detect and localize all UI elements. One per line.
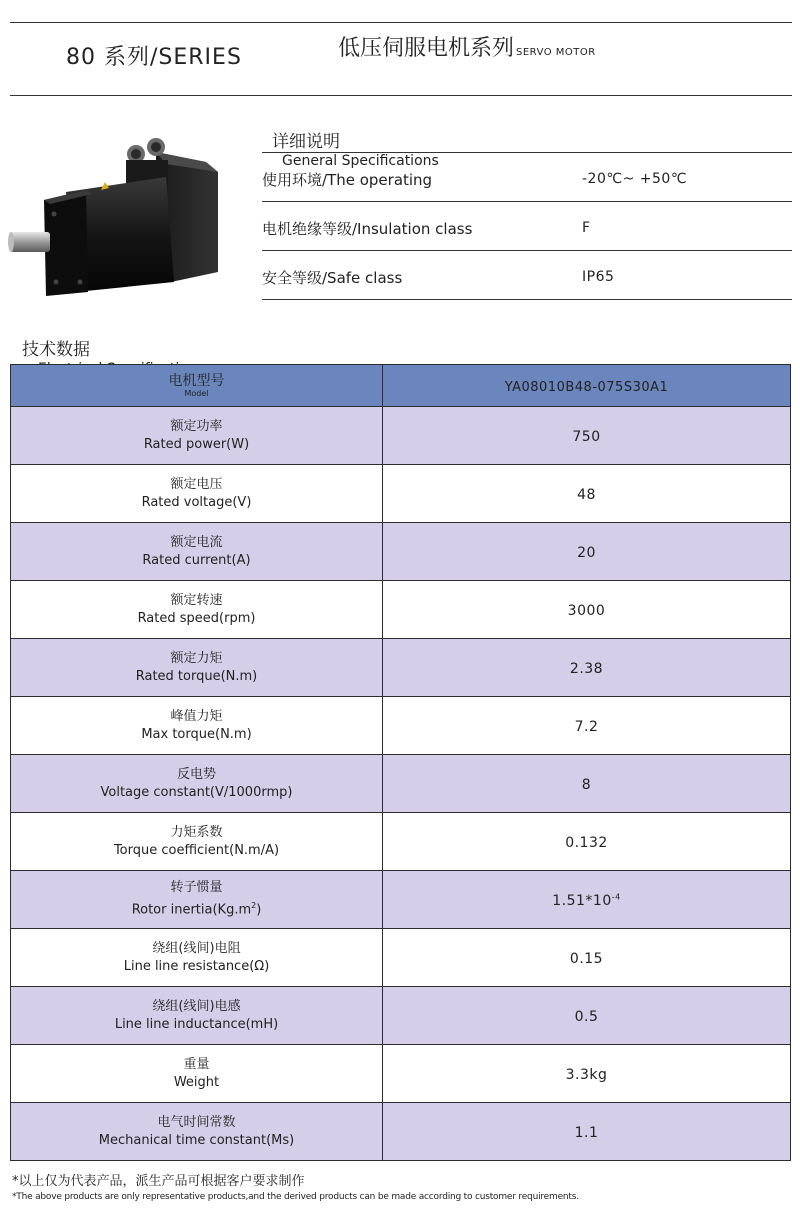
model-label-en: Model	[184, 388, 209, 398]
spec-name-zh: 额定转速	[170, 592, 223, 608]
spec-name-zh: 力矩系数	[170, 824, 223, 840]
spec-name-zh: 反电势	[176, 766, 216, 782]
series-label: 80 系列/SERIES	[66, 45, 242, 70]
spec-value-cell	[383, 813, 791, 871]
general-row-safe-class	[262, 251, 792, 299]
top-rule	[10, 22, 792, 23]
spec-name-zh: 额定功率	[170, 418, 223, 434]
spec-name-en-text: Rotor inertia(Kg.m	[131, 902, 252, 918]
spec-name-cell	[11, 697, 383, 755]
footer-note-zh: *以上仅为代表产品，派生产品可根据客户要求制作	[12, 1174, 305, 1189]
spec-name-en-tail: )	[256, 902, 262, 918]
spec-name-cell	[11, 871, 383, 929]
spec-name-en	[11, 897, 382, 919]
spec-name-cell	[11, 813, 383, 871]
spec-value: 8	[581, 777, 592, 793]
spec-name-cell	[11, 987, 383, 1045]
spec-name-en: Line line resistance(Ω)	[123, 958, 270, 974]
general-rule-3	[262, 299, 792, 300]
table-row	[11, 929, 791, 987]
footer-note-en: *The above products are only representative products,and the derived products can be made according to customer requirements.	[12, 1192, 579, 1202]
spec-name-zh: 额定力矩	[170, 650, 223, 666]
spec-value-cell	[383, 639, 791, 697]
motor-image	[6, 132, 228, 300]
general-row-insulation	[262, 202, 792, 250]
spec-value-cell	[383, 523, 791, 581]
spec-value	[552, 893, 620, 909]
general-row-value: F	[582, 220, 591, 236]
spec-name-zh: 绕组(线间)电阻	[152, 940, 241, 956]
table-row	[11, 813, 791, 871]
spec-value: 0.132	[565, 835, 608, 851]
spec-name-en: Mechanical time constant(Ms)	[98, 1132, 295, 1148]
spec-name-cell	[11, 523, 383, 581]
table-row	[11, 755, 791, 813]
spec-name-cell	[11, 1103, 383, 1161]
spec-value-cell	[383, 697, 791, 755]
spec-name-en: Rated voltage(V)	[141, 494, 252, 510]
general-row-label: 安全等级/Safe class	[262, 269, 403, 287]
spec-name-cell	[11, 465, 383, 523]
electrical-spec-heading-zh: 技术数据	[22, 340, 90, 360]
spec-name-cell	[11, 929, 383, 987]
spec-name-en: Torque coefficient(N.m/A)	[113, 842, 280, 858]
table-row	[11, 987, 791, 1045]
spec-name-cell	[11, 407, 383, 465]
general-row-label: 电机绝缘等级/Insulation class	[262, 220, 473, 238]
spec-value-cell	[383, 465, 791, 523]
spec-value: 48	[577, 487, 596, 503]
spec-value-cell	[383, 407, 791, 465]
electrical-spec-table	[10, 364, 791, 1161]
page-title-sub: SERVO MOTOR	[516, 47, 596, 58]
table-row-model	[11, 365, 791, 407]
spec-name-en: Voltage constant(V/1000rmp)	[100, 784, 293, 800]
spec-name-en: Rated current(A)	[142, 552, 251, 568]
spec-name-en: Line line inductance(mH)	[114, 1016, 279, 1032]
spec-value-cell	[383, 987, 791, 1045]
spec-value: 750	[572, 429, 601, 445]
general-row-operating	[262, 153, 792, 201]
general-row-value: IP65	[582, 269, 615, 285]
model-label-cell	[11, 365, 383, 407]
spec-name-en: Rated speed(rpm)	[137, 610, 256, 626]
spec-value: 2.38	[569, 661, 604, 677]
table-row	[11, 639, 791, 697]
spec-name-zh: 电气时间常数	[157, 1114, 236, 1130]
model-value: YA08010B48-075S30A1	[504, 380, 669, 395]
spec-name-cell	[11, 1045, 383, 1103]
spec-value-cell	[383, 755, 791, 813]
general-spec-heading-en: General Specifications	[282, 153, 439, 169]
spec-value-text: 1.51*10	[552, 893, 612, 909]
table-row	[11, 697, 791, 755]
general-row-label: 使用环境/The operating	[262, 171, 433, 189]
spec-value: 1.1	[574, 1125, 599, 1141]
spec-name-cell	[11, 755, 383, 813]
spec-name-en-sup: 2	[251, 901, 257, 911]
spec-name-zh: 额定电压	[170, 476, 223, 492]
model-label-zh: 电机型号	[168, 372, 225, 389]
table-row	[11, 581, 791, 639]
spec-value-cell	[383, 1045, 791, 1103]
table-row	[11, 465, 791, 523]
spec-value: 3000	[567, 603, 606, 619]
spec-value: 0.15	[569, 951, 604, 967]
spec-value-sup: -4	[611, 892, 621, 902]
table-row	[11, 407, 791, 465]
spec-value-cell	[383, 929, 791, 987]
spec-name-cell	[11, 639, 383, 697]
spec-value: 3.3kg	[565, 1067, 608, 1083]
page-title	[338, 31, 596, 62]
spec-value: 20	[577, 545, 596, 561]
spec-name-cell	[11, 581, 383, 639]
spec-name-en: Rated torque(N.m)	[135, 668, 258, 684]
table-row	[11, 1045, 791, 1103]
spec-name-zh: 重量	[183, 1056, 210, 1072]
spec-name-en: Rated power(W)	[143, 436, 250, 452]
spec-value-cell	[383, 871, 791, 929]
table-row	[11, 523, 791, 581]
spec-value-cell	[383, 581, 791, 639]
spec-value: 7.2	[574, 719, 599, 735]
spec-value: 0.5	[574, 1009, 599, 1025]
general-spec-heading-zh: 详细说明	[272, 132, 340, 152]
spec-name-zh: 峰值力矩	[170, 708, 223, 724]
spec-value-cell	[383, 1103, 791, 1161]
general-row-value: -20℃~ +50℃	[582, 171, 688, 187]
servo-motor-icon	[6, 132, 228, 300]
model-value-cell	[383, 365, 791, 407]
table-row	[11, 871, 791, 929]
page-title-main: 低压伺服电机系列	[338, 36, 515, 61]
table-row	[11, 1103, 791, 1161]
spec-name-zh: 额定电流	[170, 534, 223, 550]
spec-name-zh: 绕组(线间)电感	[152, 998, 241, 1014]
header-rule	[10, 95, 792, 96]
spec-name-en: Weight	[173, 1074, 220, 1090]
spec-name-en: Max torque(N.m)	[141, 726, 252, 742]
spec-name-zh: 转子惯量	[170, 880, 223, 896]
